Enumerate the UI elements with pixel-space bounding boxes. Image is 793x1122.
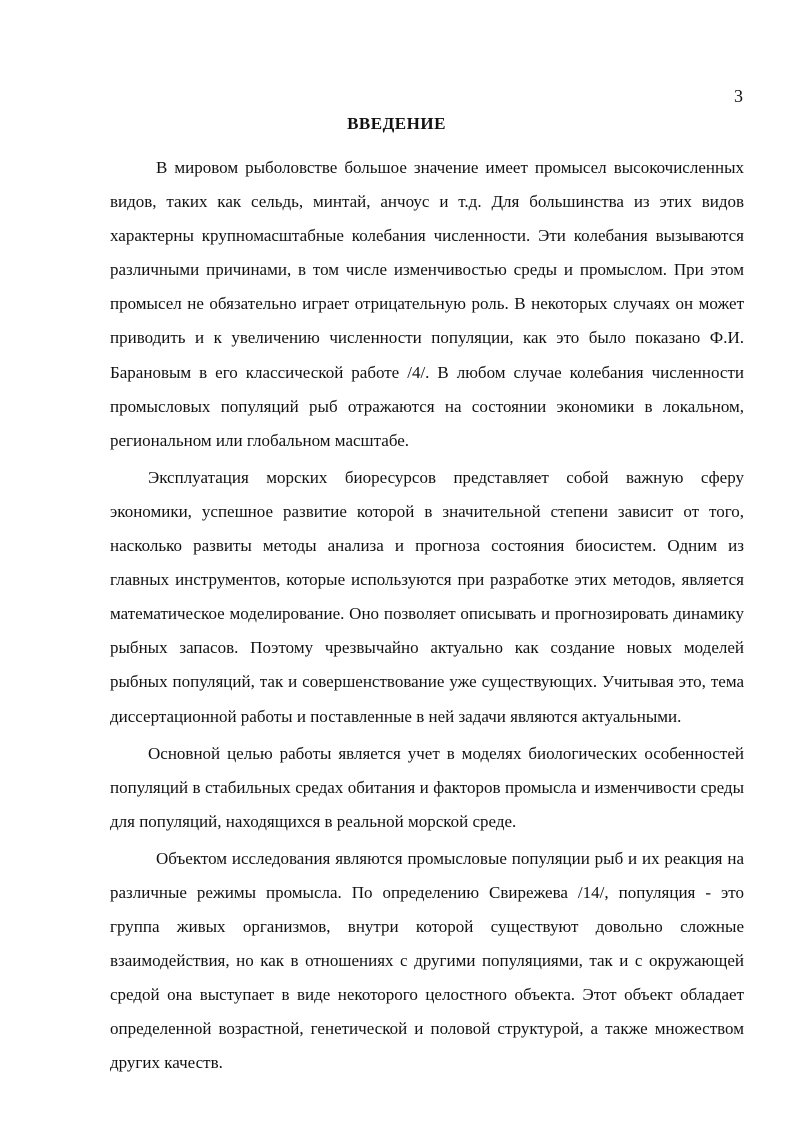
paragraph-research-object: Объектом исследования являются промысловые популяции рыб и их реакция на различные режимы промысла. По определению Свирежева /14/, популяция - это группа живых организмов, внутри которой существуют довольно сложные взаимодействия, но как в отношениях с другими популяциями, так и с окружающей средой она выступает в виде некоторого целостного объекта. Этот объект обладает определенной возрастной, генетической и половой структурой, а также множеством других качеств. [110, 848, 744, 1073]
body-text [110, 151, 744, 1084]
page-number: 3 [734, 86, 743, 106]
paragraph-main-goal: Основной целью работы является учет в моделях биологических особенностей популяций в стабильных средах обитания и факторов промысла и изменчивости среды для популяций, находящихся в реальной морской среде. [110, 743, 744, 831]
paragraph-bioresource-exploitation: Эксплуатация морских биоресурсов представляет собой важную сферу экономики, успешное развитие которой в значительной степени зависит от того, насколько развиты методы анализа и прогноза состояния биосистем. Одним из главных инструментов, которые используются при разработке этих методов, является математическое моделирование. Оно позволяет описывать и прогнозировать динамику рыбных запасов. Поэтому чрезвычайно актуально как создание новых моделей рыбных популяций, так и совершенствование уже существующих. Учитывая это, тема диссертационной работы и поставленные в ней задачи являются актуальными. [110, 467, 744, 726]
paragraph-fishery-overview: В мировом рыболовстве большое значение имеет промысел высокочисленных видов, таких как сельдь, минтай, анчоус и т.д. Для большинства из этих видов характерны крупномасштабные колебания численности. Эти колебания вызываются различными причинами, в том числе изменчивостью среды и промыслом. При этом промысел не обязательно играет отрицательную роль. В некоторых случаях он может приводить и к увеличению численности популяции, как это было показано Ф.И. Барановым в его классической работе /4/. В любом случае колебания численности промысловых популяций рыб отражаются на состоянии экономики в локальном, региональном или глобальном масштабе. [110, 158, 744, 450]
section-heading: ВВЕДЕНИЕ [347, 114, 446, 133]
